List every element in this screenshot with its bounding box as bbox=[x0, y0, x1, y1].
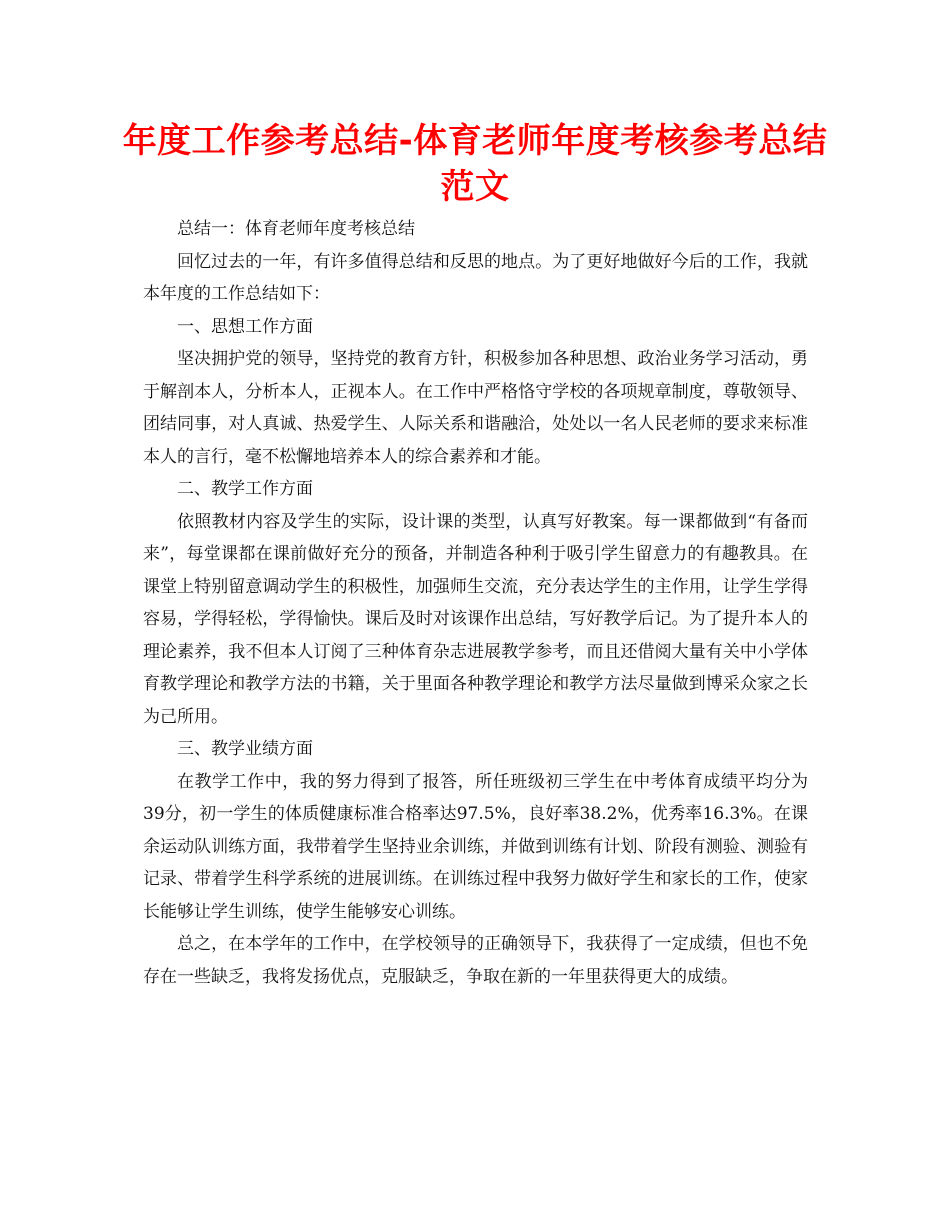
section-heading-teaching: 二、教学工作方面 bbox=[177, 479, 313, 499]
paragraph-conclusion: 总之，在本学年的工作中，在学校领导的正确领导下，我获得了一定成绩，但也不免存在一些缺乏，我将发扬优点，克服缺乏，争取在新的一年里获得更大的成绩。 bbox=[143, 934, 808, 987]
paragraph-intro: 回忆过去的一年，有许多值得总结和反思的地点。为了更好地做好今后的工作，我就本年度的工作总结如下： bbox=[143, 251, 808, 304]
section-heading-performance: 三、教学业绩方面 bbox=[177, 739, 313, 759]
section-heading-summary-one: 总结一：体育老师年度考核总结 bbox=[177, 219, 415, 239]
paragraph-performance: 在教学工作中，我的努力得到了报答，所任班级初三学生在中考体育成绩平均分为39分，初一学生的体质健康标准合格率达97.5%，良好率38.2%，优秀率16.3%。在课余运动队训练方面，我带着学生坚持业余训练，并做到训练有计划、阶段有测验、测验有记录、带着学生科学系统的进展训练。在训练过程中我努力做好学生和家长的工作，使家长能够让学生训练，使学生能够安心训练。 bbox=[143, 771, 808, 922]
section-heading-ideology: 一、思想工作方面 bbox=[177, 316, 313, 337]
document-title: 年度工作参考总结-体育老师年度考核参考总结范文 bbox=[122, 121, 828, 207]
paragraph-ideology: 坚决拥护党的领导，坚持党的教育方针，积极参加各种思想、政治业务学习活动，勇于解剖本人，分析本人，正视本人。在工作中严格恪守学校的各项规章制度，尊敬领导、团结同事，对人真诚、热爱学生、人际关系和谐融洽，处处以一名人民老师的要求来标准本人的言行，毫不松懈地培养本人的综合素养和才能。 bbox=[143, 349, 808, 467]
document-body bbox=[143, 213, 808, 993]
paragraph-teaching: 依照教材内容及学生的实际，设计课的类型，认真写好教案。每一课都做到“有备而来”，每堂课都在课前做好充分的预备，并制造各种利于吸引学生留意力的有趣教具。在课堂上特别留意调动学生的积极性，加强师生交流，充分表达学生的主作用，让学生学得容易，学得轻松，学得愉快。课后及时对该课作出总结，写好教学后记。为了提升本人的理论素养，我不但本人订阅了三种体育杂志进展教学参考，而且还借阅大量有关中小学体育教学理论和教学方法的书籍，关于里面各种教学理论和教学方法尽量做到博采众家之长为己所用。 bbox=[143, 511, 808, 727]
